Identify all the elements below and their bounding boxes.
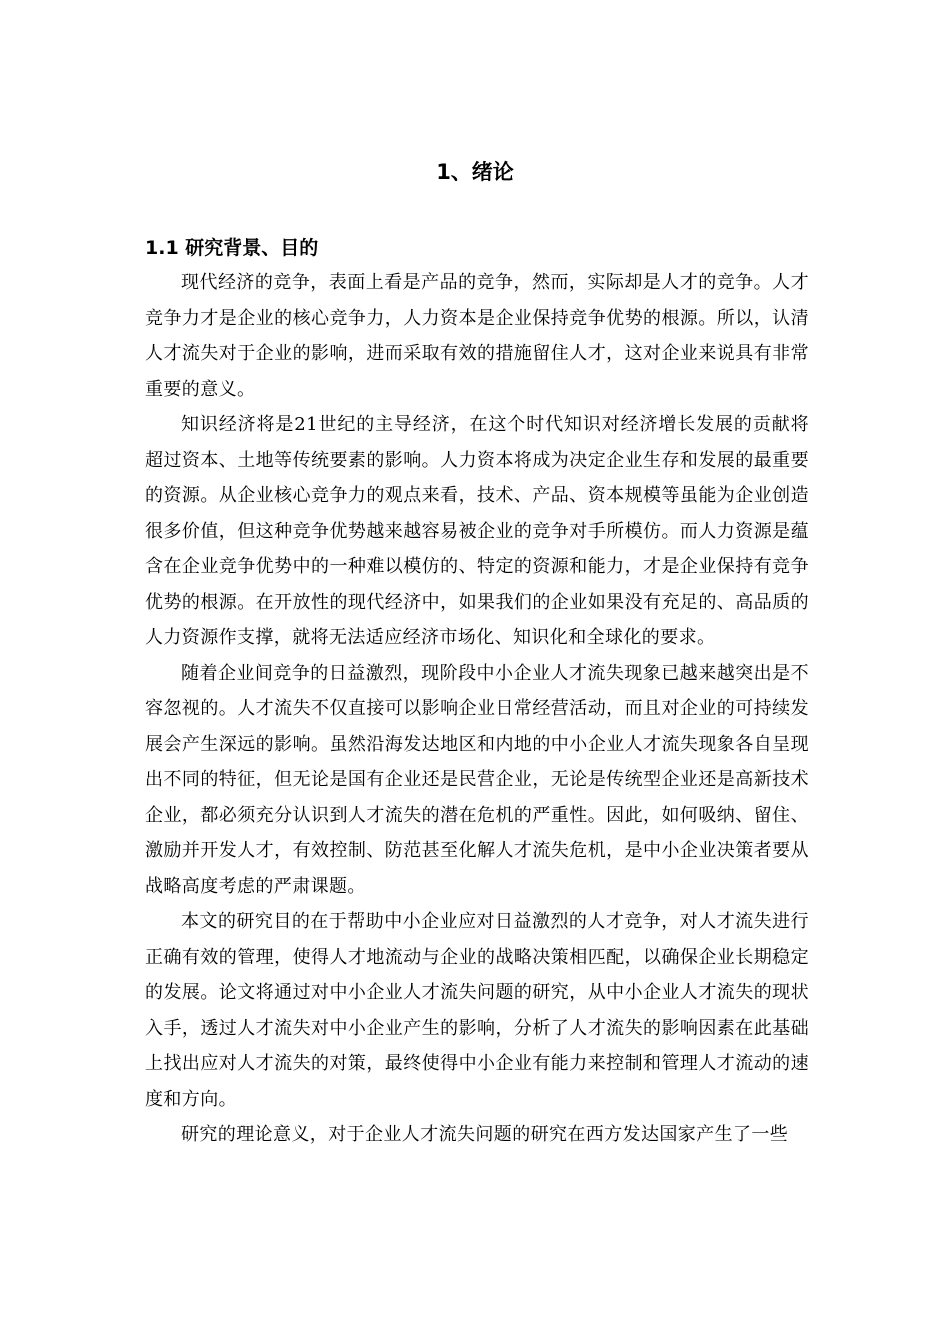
paragraph: 研究的理论意义，对于企业人才流失问题的研究在西方发达国家产生了一些 [181, 1124, 789, 1145]
chapter-title: 1、绪论 [436, 160, 514, 184]
body-text [145, 265, 809, 1153]
paragraph: 现代经济的竞争，表面上看是产品的竞争，然而，实际却是人才的竞争。人才竞争力才是企业的核心竞争力，人力资本是企业保持竞争优势的根源。所以，认清人才流失对于企业的影响，进而采取有效的措施留住人才，这对企业来说具有非常重要的意义。 [145, 272, 809, 400]
paragraph: 知识经济将是21世纪的主导经济，在这个时代知识对经济增长发展的贡献将超过资本、土地等传统要素的影响。人力资本将成为决定企业生存和发展的最重要的资源。从企业核心竞争力的观点来看，技术、产品、资本规模等虽能为企业创造很多价值，但这种竞争优势越来越容易被企业的竞争对手所模仿。而人力资源是蕴含在企业竞争优势中的一种难以模仿的、特定的资源和能力，才是企业保持有竞争优势的根源。在开放性的现代经济中，如果我们的企业如果没有充足的、高品质的人力资源作支撑，就将无法适应经济市场化、知识化和全球化的要求。 [145, 414, 809, 648]
paragraph: 随着企业间竞争的日益激烈，现阶段中小企业人才流失现象已越来越突出是不容忽视的。人才流失不仅直接可以影响企业日常经营活动，而且对企业的可持续发展会产生深远的影响。虽然沿海发达地区和内地的中小企业人才流失现象各自呈现出不同的特征，但无论是国有企业还是民营企业，无论是传统型企业还是高新技术企业，都必须充分认识到人才流失的潜在危机的严重性。因此，如何吸纳、留住、激励并开发人才，有效控制、防范甚至化解人才流失危机，是中小企业决策者要从战略高度考虑的严肃课题。 [145, 662, 809, 897]
paragraph: 本文的研究目的在于帮助中小企业应对日益激烈的人才竞争，对人才流失进行正确有效的管理，使得人才地流动与企业的战略决策相匹配，以确保企业长期稳定的发展。论文将通过对中小企业人才流失问题的研究，从中小企业人才流失的现状入手，透过人才流失对中小企业产生的影响，分析了人才流失的影响因素在此基础上找出应对人才流失的对策，最终使得中小企业有能力来控制和管理人才流动的速度和方向。 [145, 911, 809, 1110]
section-heading: 1.1 研究背景、目的 [145, 237, 319, 259]
